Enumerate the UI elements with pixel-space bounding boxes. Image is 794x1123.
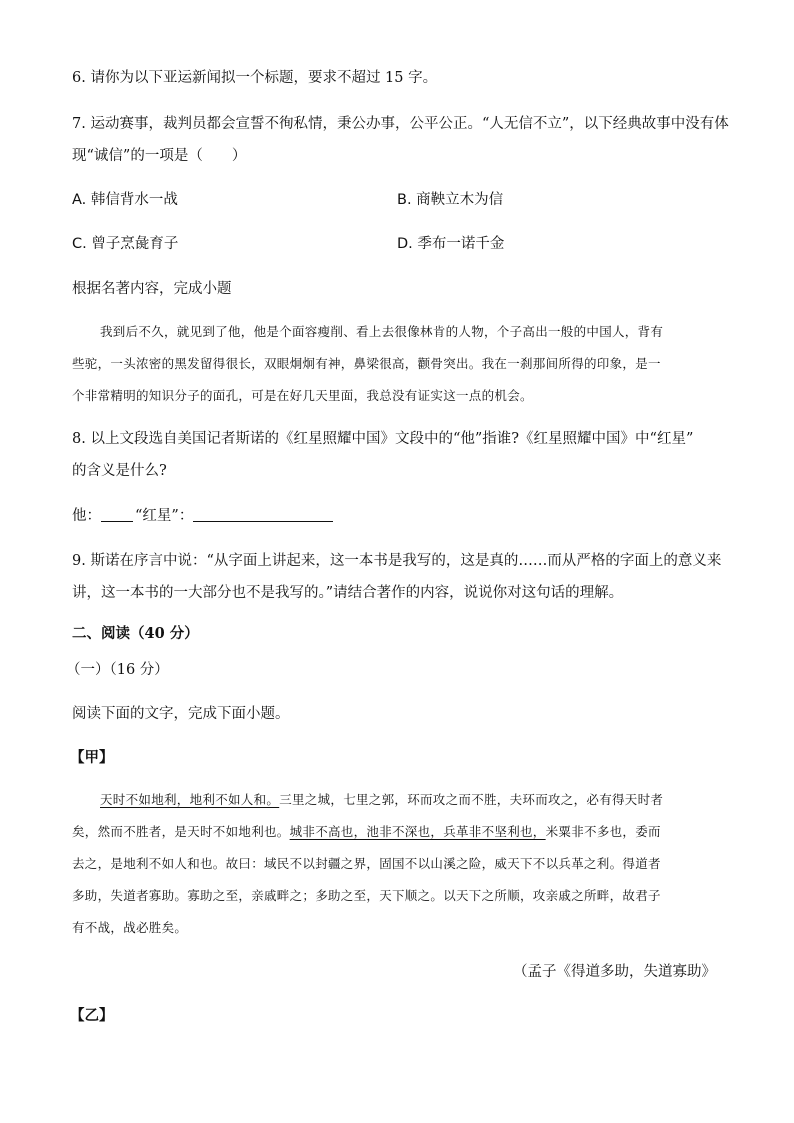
yi-label: 【乙】 (70, 1007, 114, 1024)
question-7-line-2: 现“诚信”的一项是（ ） (72, 148, 247, 164)
question-8-line-1: 8. 以上文段选自美国记者斯诺的《红星照耀中国》文段中的“他”指谁?《红星照耀中国》中“红星” (72, 431, 694, 447)
section-2-heading: 二、阅读（40 分） (72, 625, 199, 642)
jia-line-5: 有不战，战必胜矣。 (72, 920, 188, 935)
question-6: 6. 请你为以下亚运新闻拟一个标题，要求不超过 15 字。 (72, 70, 438, 86)
question-8-answer-line (72, 504, 333, 525)
option-d: D. 季布一诺千金 (397, 236, 505, 252)
jia-source: （孟子《得道多助，失道寡助》 (513, 964, 716, 980)
excerpt-line-3: 个非常精明的知识分子的面孔，可是在好几天里面，我总没有证实这一点的机会。 (72, 388, 533, 403)
reading-intro: 阅读下面的文字，完成下面小题。 (72, 706, 290, 722)
jia-line-3: 去之，是地利不如人和也。故曰：域民不以封疆之界，固国不以山溪之险，威天下不以兵革之利。得道者 (72, 856, 661, 871)
part-1-heading: （一）（16 分） (66, 662, 169, 678)
answer-star-label: “红星”： (135, 508, 194, 524)
jia-label: 【甲】 (70, 749, 114, 766)
answer-he-label: 他： (72, 508, 101, 524)
jia-line-2: 矣，然而不胜者，是天时不如地利也。城非不高也，池非不深也，兵革非不坚利也，米粟非不多也，委而 (72, 824, 661, 839)
excerpt-line-1: 我到后不久，就见到了他，他是个面容瘦削、看上去很像林肯的人物，个子高出一般的中国人，背有 (100, 324, 664, 339)
answer-star-blank[interactable] (193, 507, 333, 522)
option-b: B. 商鞅立木为信 (397, 192, 504, 208)
classic-intro: 根据名著内容，完成小题 (72, 281, 232, 297)
option-c: C. 曾子烹彘育子 (72, 236, 179, 252)
excerpt-line-2: 些驼，一头浓密的黑发留得很长，双眼炯炯有神，鼻梁很高，颧骨突出。我在一刹那间所得的印象，是一 (72, 356, 661, 371)
question-9-line-1: 9. 斯诺在序言中说：“从字面上讲起来，这一本书是我写的，这是真的……而从严格的字面上的意义来 (72, 553, 722, 569)
option-a: A. 韩信背水一战 (72, 192, 178, 208)
question-8-line-2: 的含义是什么? (72, 463, 167, 479)
jia-underlined-2: 城非不高也，池非不深也，兵革非不坚利也， (289, 824, 546, 839)
jia-line-4: 多助，失道者寡助。寡助之至，亲戚畔之；多助之至，天下顺之。以天下之所顺，攻亲戚之所畔，故君子 (72, 888, 661, 903)
answer-he-blank[interactable] (101, 507, 133, 522)
question-9-line-2: 讲，这一本书的一大部分也不是我写的。”请结合著作的内容，说说你对这句话的理解。 (72, 585, 624, 601)
jia-line-1: 天时不如地利，地利不如人和。三里之城，七里之郭，环而攻之而不胜，夫环而攻之，必有得天时者 (100, 792, 664, 807)
jia-underlined-1: 天时不如地利，地利不如人和。 (100, 792, 280, 807)
question-7-line-1: 7. 运动赛事，裁判员都会宣誓不徇私情，秉公办事，公平公正。“人无信不立”，以下经典故事中没有体 (72, 116, 729, 132)
